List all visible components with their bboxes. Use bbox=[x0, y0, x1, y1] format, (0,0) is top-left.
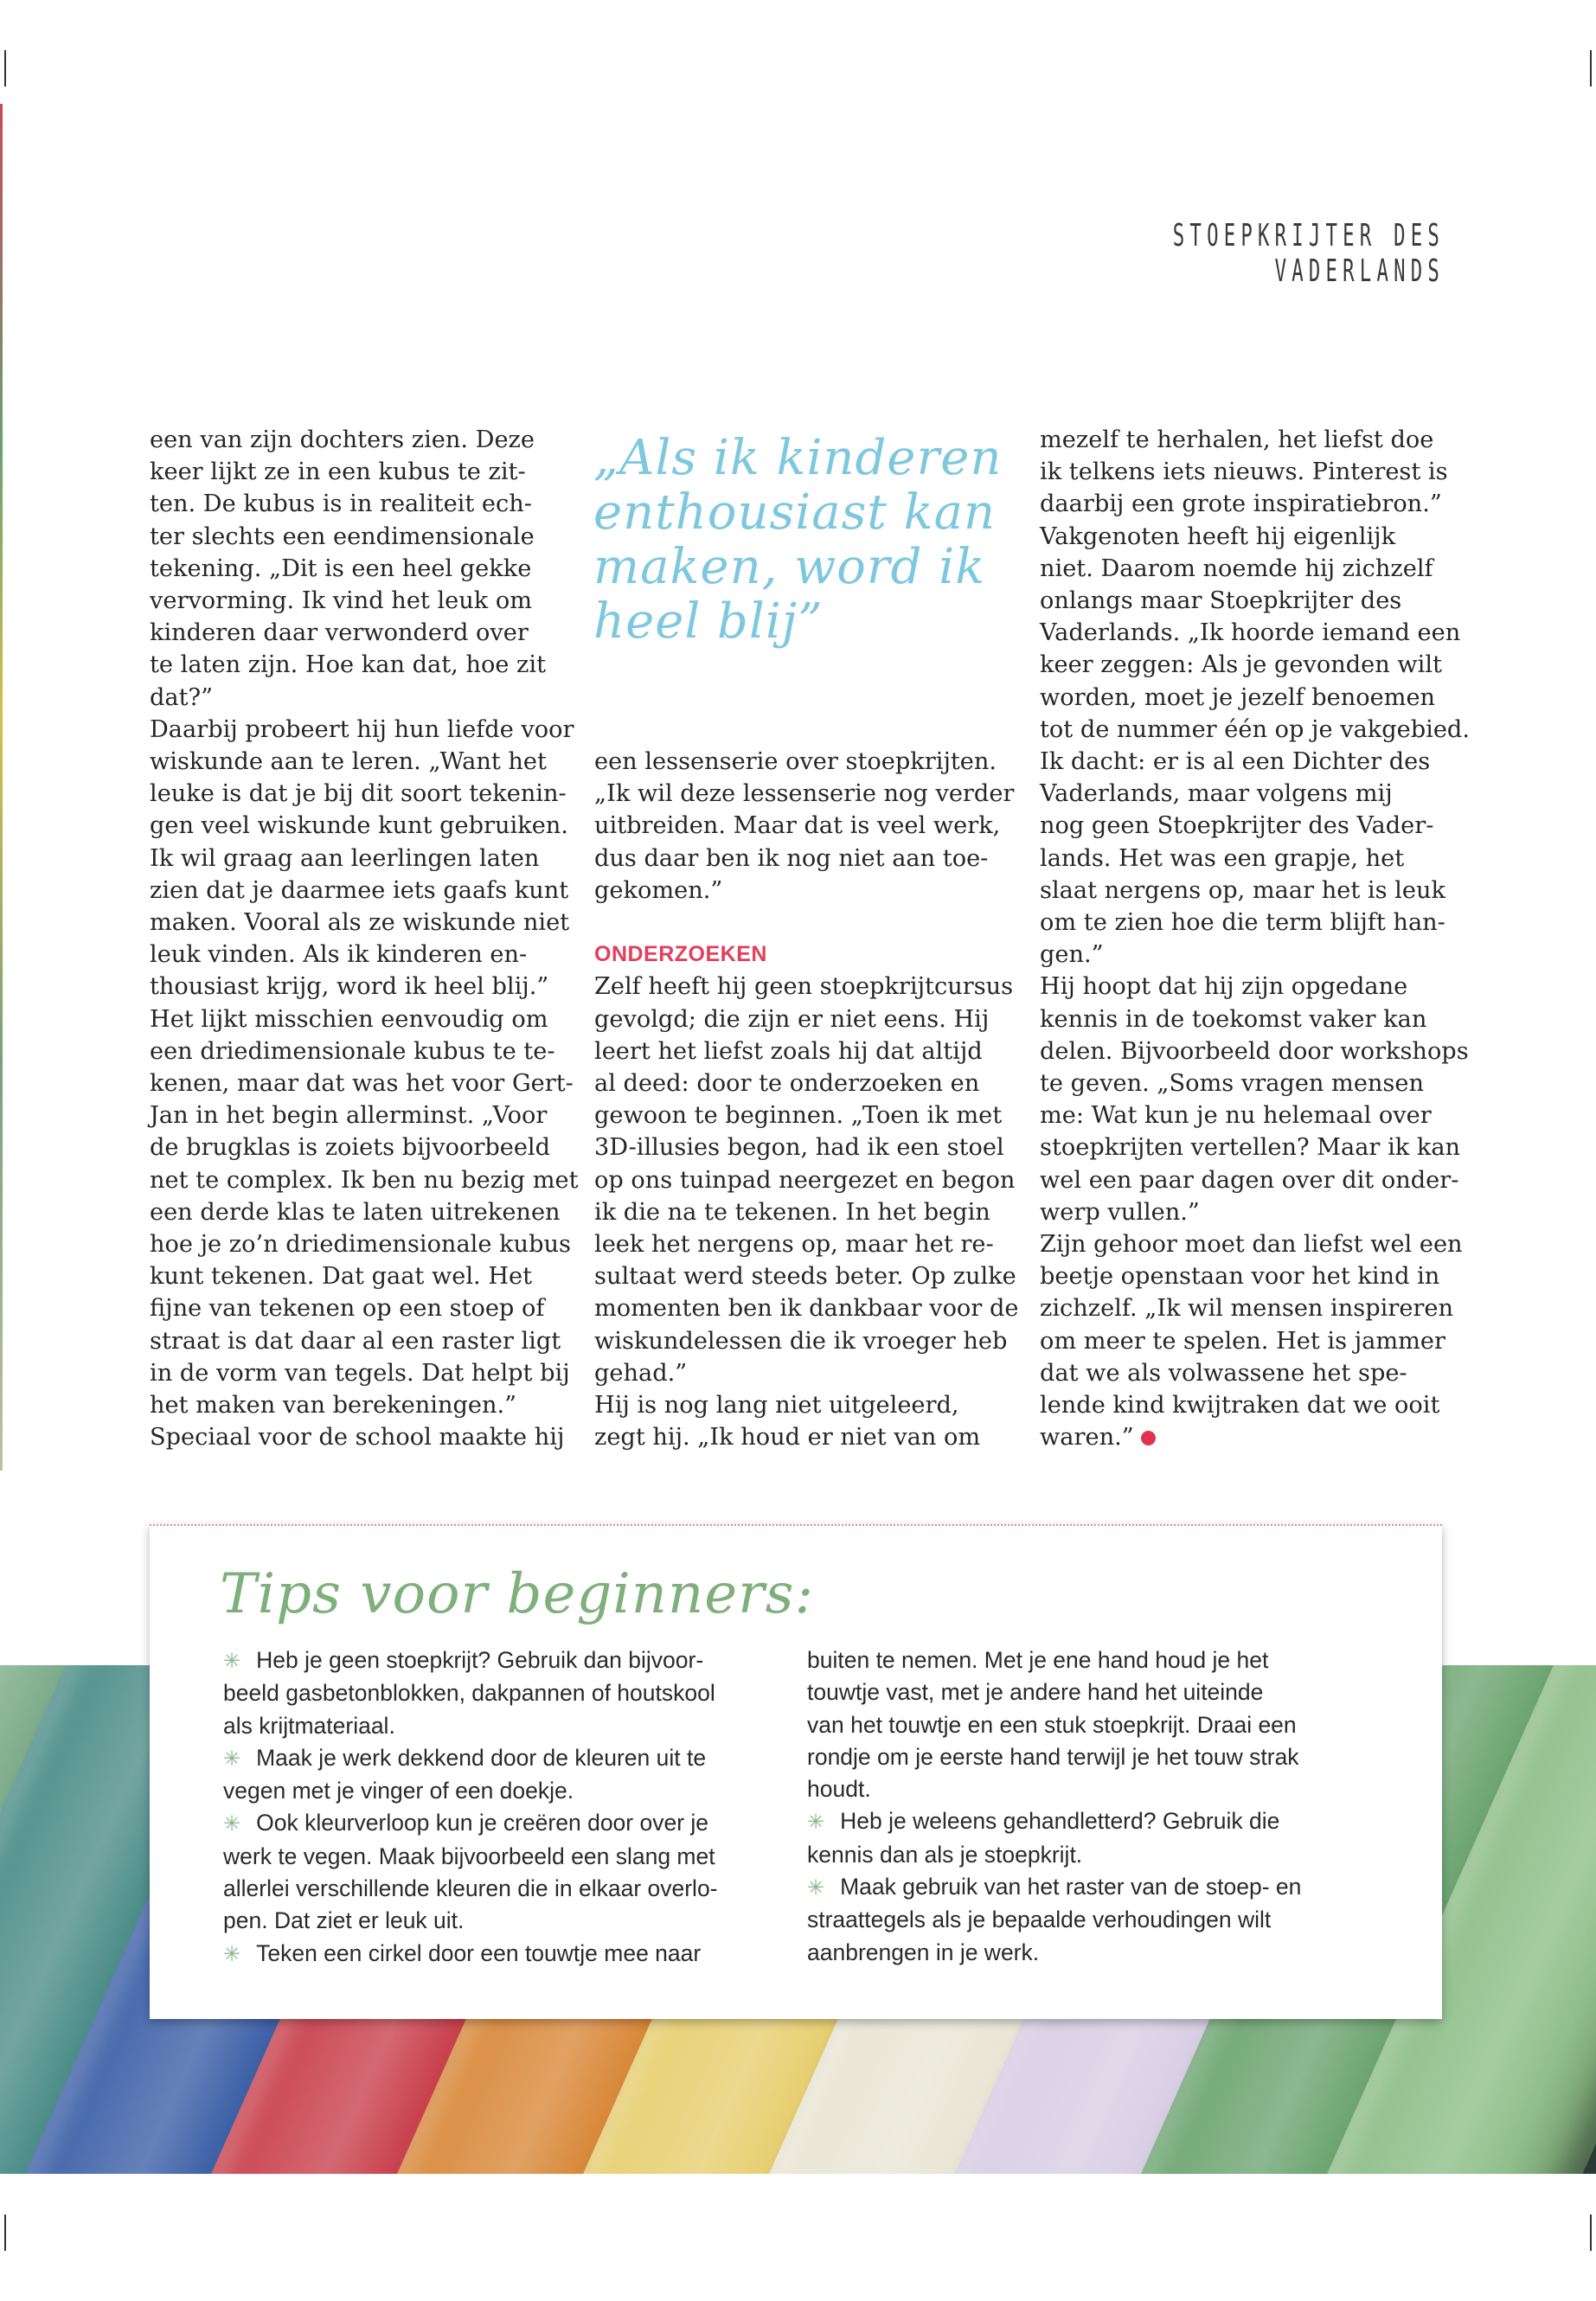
text-line: gen veel wiskunde kunt gebruiken. bbox=[150, 812, 568, 840]
text-line: maken. Vooral als ze wiskunde niet bbox=[150, 909, 570, 937]
crop-mark-top-left bbox=[4, 50, 6, 87]
asterisk-bullet-icon: ✳ bbox=[223, 1812, 241, 1836]
text-line: mezelf te herhalen, het liefst doe bbox=[1040, 426, 1434, 453]
text-line: onlangs maar Stoepkrijter des bbox=[1040, 587, 1402, 615]
page-edge-bleed bbox=[0, 104, 3, 1471]
text-line: niet. Daarom noemde hij zichzelf bbox=[1040, 554, 1433, 582]
asterisk-bullet-icon: ✳ bbox=[223, 1942, 241, 1966]
pull-quote bbox=[593, 430, 1003, 650]
tip-text: als krijtmateriaal. bbox=[223, 1712, 395, 1739]
tip-continuation bbox=[223, 1710, 777, 1742]
text-line: op ons tuinpad neergezet en begon bbox=[594, 1166, 1016, 1194]
text-line: keer zeggen: Als je gevonden wilt bbox=[1040, 651, 1442, 679]
tip-text: rondje om je eerste hand terwijl je het touw strak bbox=[807, 1743, 1299, 1770]
text-line: straat is dat daar al een raster ligt bbox=[150, 1327, 561, 1355]
text-line: net te complex. Ik ben nu bezig met bbox=[150, 1166, 579, 1194]
asterisk-bullet-icon: ✳ bbox=[807, 1811, 825, 1835]
tip-item bbox=[807, 1871, 1361, 1904]
closing-line bbox=[1040, 1421, 1455, 1453]
tip-continuation bbox=[223, 1841, 777, 1873]
text-line: zegt hij. „Ik houd er niet van om bbox=[594, 1424, 981, 1452]
tip-continuation bbox=[807, 1937, 1361, 1969]
tip-text: werk te vegen. Maak bijvoorbeeld een slang met bbox=[223, 1843, 715, 1869]
text-line: tot de nummer één op je vakgebied. bbox=[1040, 715, 1470, 743]
tip-continuation bbox=[807, 1773, 1361, 1805]
crop-mark-bottom-right bbox=[1590, 2214, 1592, 2251]
tip-text: Teken een cirkel door een touwtje mee naar bbox=[256, 1939, 702, 1966]
tip-item bbox=[223, 1742, 777, 1775]
tips-column-2 bbox=[807, 1644, 1361, 1969]
text-line: slaat nergens op, maar het is leuk bbox=[1040, 876, 1445, 904]
text-line: een derde klas te laten uitrekenen bbox=[150, 1198, 561, 1226]
text-line: vervorming. Ik vind het leuk om bbox=[150, 587, 533, 615]
text-line: ik telkens iets nieuws. Pinterest is bbox=[1040, 458, 1448, 486]
tip-continuation bbox=[223, 1677, 777, 1709]
tip-text: kennis dan als je stoepkrijt. bbox=[807, 1841, 1083, 1868]
text-line: gewoon te beginnen. „Toen ik met bbox=[594, 1102, 1003, 1130]
text-line: leert het liefst zoals hij dat altijd bbox=[594, 1037, 983, 1065]
article-column-3 bbox=[1040, 424, 1470, 1454]
asterisk-bullet-icon: ✳ bbox=[223, 1650, 241, 1673]
tip-continuation bbox=[223, 1905, 777, 1937]
text-line: kennis in de toekomst vaker kan bbox=[1040, 1005, 1427, 1033]
paragraph-spacer bbox=[594, 907, 1010, 939]
text-line: me: Wat kun je nu helemaal over bbox=[1040, 1102, 1432, 1130]
text-line: lands. Het was een grapje, het bbox=[1040, 844, 1405, 872]
text-line: Speciaal voor de school maakte hij bbox=[150, 1424, 565, 1452]
asterisk-bullet-icon: ✳ bbox=[807, 1876, 825, 1900]
tip-text: pen. Dat ziet er leuk uit. bbox=[223, 1907, 465, 1934]
text-line: keer lijkt ze in een kubus te zit- bbox=[150, 458, 526, 486]
tip-item bbox=[807, 1805, 1361, 1838]
text-line: fijne van tekenen op een stoep of bbox=[150, 1295, 545, 1323]
tip-text: Maak je werk dekkend door de kleuren uit te bbox=[256, 1744, 707, 1771]
text-line: al deed: door te onderzoeken en bbox=[594, 1070, 980, 1098]
tip-continuation bbox=[807, 1839, 1361, 1871]
asterisk-bullet-icon: ✳ bbox=[223, 1747, 241, 1771]
pull-quote-line: enthousiast kan bbox=[593, 484, 997, 541]
text-line: momenten ben ik dankbaar voor de bbox=[594, 1295, 1019, 1323]
text-line: Ik dacht: er is al een Dichter des bbox=[1040, 748, 1431, 776]
text-line: Jan in het begin allerminst. „Voor bbox=[150, 1102, 548, 1130]
text-line: kinderen daar verwonderd over bbox=[150, 619, 529, 647]
text-line: ik die na te tekenen. In het begin bbox=[594, 1198, 990, 1226]
column-3-text bbox=[1040, 424, 1470, 1421]
text-line: kenen, maar dat was het voor Gert- bbox=[150, 1070, 574, 1098]
text-line: Zelf heeft hij geen stoepkrijtcursus bbox=[594, 973, 1014, 1001]
article-column-2 bbox=[594, 746, 1019, 1453]
text-line: te laten zijn. Hoe kan dat, hoe zit bbox=[150, 651, 546, 679]
text-line: een van zijn dochters zien. Deze bbox=[150, 426, 535, 453]
tip-text: beeld gasbetonblokken, dakpannen of houtskool bbox=[223, 1680, 715, 1707]
text-line: daarbij een grote inspiratiebron.” bbox=[1040, 490, 1442, 518]
crop-mark-top-right bbox=[1590, 50, 1592, 87]
pull-quote-line: maken, word ik bbox=[593, 539, 986, 595]
text-line: leuk vinden. Als ik kinderen en- bbox=[150, 941, 528, 969]
tips-box bbox=[150, 1524, 1442, 2019]
text-line: hoe je zo’n driedimensionale kubus bbox=[150, 1231, 571, 1259]
text-line: Vaderlands. „Ik hoorde iemand een bbox=[1040, 619, 1461, 647]
tip-text: Maak gebruik van het raster van de stoep- en bbox=[840, 1874, 1302, 1900]
tip-text: straattegels als je bepaalde verhoudingen wilt bbox=[807, 1907, 1272, 1933]
text-line: gevolgd; die zijn er niet eens. Hij bbox=[594, 1005, 990, 1033]
tip-continuation bbox=[223, 1873, 777, 1905]
text-line: Het lijkt misschien eenvoudig om bbox=[150, 1005, 548, 1033]
text-line: een driedimensionale kubus te te- bbox=[150, 1037, 555, 1065]
article-column-1 bbox=[150, 424, 579, 1454]
text-line: te geven. „Soms vragen mensen bbox=[1040, 1070, 1424, 1098]
text-line: kunt tekenen. Dat gaat wel. Het bbox=[150, 1263, 533, 1291]
text-line: gen.” bbox=[1040, 941, 1104, 969]
text-line: worden, moet je jezelf benoemen bbox=[1040, 683, 1436, 711]
text-line: leek het nergens op, maar het re- bbox=[594, 1231, 994, 1259]
tips-title: Tips voor beginners: bbox=[220, 1562, 815, 1626]
text-line: de brugklas is zoiets bijvoorbeeld bbox=[150, 1134, 551, 1162]
column-2-body bbox=[594, 971, 1019, 1453]
tip-continuation bbox=[807, 1676, 1361, 1708]
text-line: het maken van berekeningen.” bbox=[150, 1392, 516, 1420]
tip-continuation bbox=[807, 1709, 1361, 1741]
text-line: sultaat werd steeds beter. Op zulke bbox=[594, 1263, 1016, 1291]
tip-continuation bbox=[807, 1644, 1361, 1676]
text-line: een lessenserie over stoepkrijten. bbox=[594, 748, 997, 775]
text-line: dus daar ben ik nog niet aan toe- bbox=[594, 844, 989, 872]
text-line: Vakgenoten heeft hij eigenlijk bbox=[1040, 522, 1396, 550]
text-line: om meer te spelen. Het is jammer bbox=[1040, 1327, 1446, 1355]
tip-text: Heb je geen stoepkrijt? Gebruik dan bijvoor- bbox=[256, 1647, 704, 1673]
running-head: STOEPKRIJTER DES VADERLANDS bbox=[1172, 218, 1445, 289]
tip-continuation bbox=[223, 1775, 777, 1807]
text-line: Hij is nog lang niet uitgeleerd, bbox=[594, 1392, 959, 1420]
text-line: ten. De kubus is in realiteit ech- bbox=[150, 490, 532, 518]
text-line: Vaderlands, maar volgens mij bbox=[1040, 780, 1393, 808]
text-line: gekomen.” bbox=[594, 876, 723, 904]
tip-item bbox=[223, 1644, 777, 1677]
section-heading: ONDERZOEKEN bbox=[594, 942, 767, 967]
closing-text: waren.” bbox=[1040, 1424, 1134, 1452]
text-line: beetje openstaan voor het kind in bbox=[1040, 1263, 1440, 1291]
text-line: tekening. „Dit is een heel gekke bbox=[150, 554, 532, 582]
tip-text: houdt. bbox=[807, 1776, 871, 1803]
text-line: wiskundelessen die ik vroeger heb bbox=[594, 1327, 1008, 1355]
text-line: werp vullen.” bbox=[1040, 1198, 1200, 1226]
text-line: Daarbij probeert hij hun liefde voor bbox=[150, 715, 574, 743]
tip-text: Ook kleurverloop kun je creëren door over je bbox=[256, 1810, 709, 1836]
text-line: wiskunde aan te leren. „Want het bbox=[150, 748, 547, 776]
tip-continuation bbox=[807, 1741, 1361, 1773]
end-mark-dot bbox=[1141, 1431, 1156, 1445]
text-line: zichzelf. „Ik wil mensen inspireren bbox=[1040, 1295, 1453, 1323]
tip-text: vegen met je vinger of een doekje. bbox=[223, 1778, 574, 1804]
text-line: Hij hoopt dat hij zijn opgedane bbox=[1040, 973, 1408, 1001]
text-line: in de vorm van tegels. Dat helpt bij bbox=[150, 1359, 570, 1387]
tip-item bbox=[223, 1938, 777, 1971]
text-line: Ik wil graag aan leerlingen laten bbox=[150, 844, 540, 872]
crop-mark-bottom-left bbox=[4, 2214, 6, 2251]
text-line: dat?” bbox=[150, 683, 214, 711]
tip-text: van het touwtje en een stuk stoepkrijt. Draai een bbox=[807, 1711, 1297, 1738]
text-line: stoepkrijten vertellen? Maar ik kan bbox=[1040, 1134, 1461, 1162]
pull-quote-line: heel blij” bbox=[593, 593, 824, 650]
tip-text: aanbrengen in je werk. bbox=[807, 1939, 1040, 1965]
text-line: gehad.” bbox=[594, 1359, 688, 1387]
column-2-intro bbox=[594, 746, 1015, 907]
text-line: ter slechts een eendimensionale bbox=[150, 522, 535, 550]
text-line: delen. Bijvoorbeeld door workshops bbox=[1040, 1037, 1469, 1065]
tip-item bbox=[223, 1807, 777, 1840]
text-line: om te zien hoe die term blijft han- bbox=[1040, 909, 1445, 937]
text-line: zien dat je daarmee iets gaafs kunt bbox=[150, 876, 569, 904]
text-line: „Ik wil deze lessenserie nog verder bbox=[594, 780, 1015, 808]
text-line: dat we als volwassene het spe- bbox=[1040, 1359, 1407, 1387]
text-line: lende kind kwijtraken dat we ooit bbox=[1040, 1392, 1440, 1420]
text-line: wel een paar dagen over dit onder- bbox=[1040, 1166, 1459, 1194]
text-line: thousiast krijg, word ik heel blij.” bbox=[150, 973, 549, 1001]
pull-quote-line: „Als ik kinderen bbox=[593, 430, 1003, 486]
text-line: nog geen Stoepkrijter des Vader- bbox=[1040, 812, 1434, 840]
text-line: uitbreiden. Maar dat is veel werk, bbox=[594, 812, 1001, 840]
tips-column-1 bbox=[223, 1644, 777, 1971]
text-line: 3D-illusies begon, had ik een stoel bbox=[594, 1134, 1004, 1162]
tip-text: touwtje vast, met je andere hand het uiteinde bbox=[807, 1679, 1264, 1706]
text-line: leuke is dat je bij dit soort tekenin- bbox=[150, 780, 567, 808]
text-line: Zijn gehoor moet dan liefst wel een bbox=[1040, 1231, 1463, 1259]
tip-text: allerlei verschillende kleuren die in elkaar overlo- bbox=[223, 1875, 718, 1902]
tip-text: buiten te nemen. Met je ene hand houd je het bbox=[807, 1647, 1269, 1673]
tip-text: Heb je weleens gehandletterd? Gebruik die bbox=[840, 1808, 1280, 1835]
tip-continuation bbox=[807, 1904, 1361, 1936]
